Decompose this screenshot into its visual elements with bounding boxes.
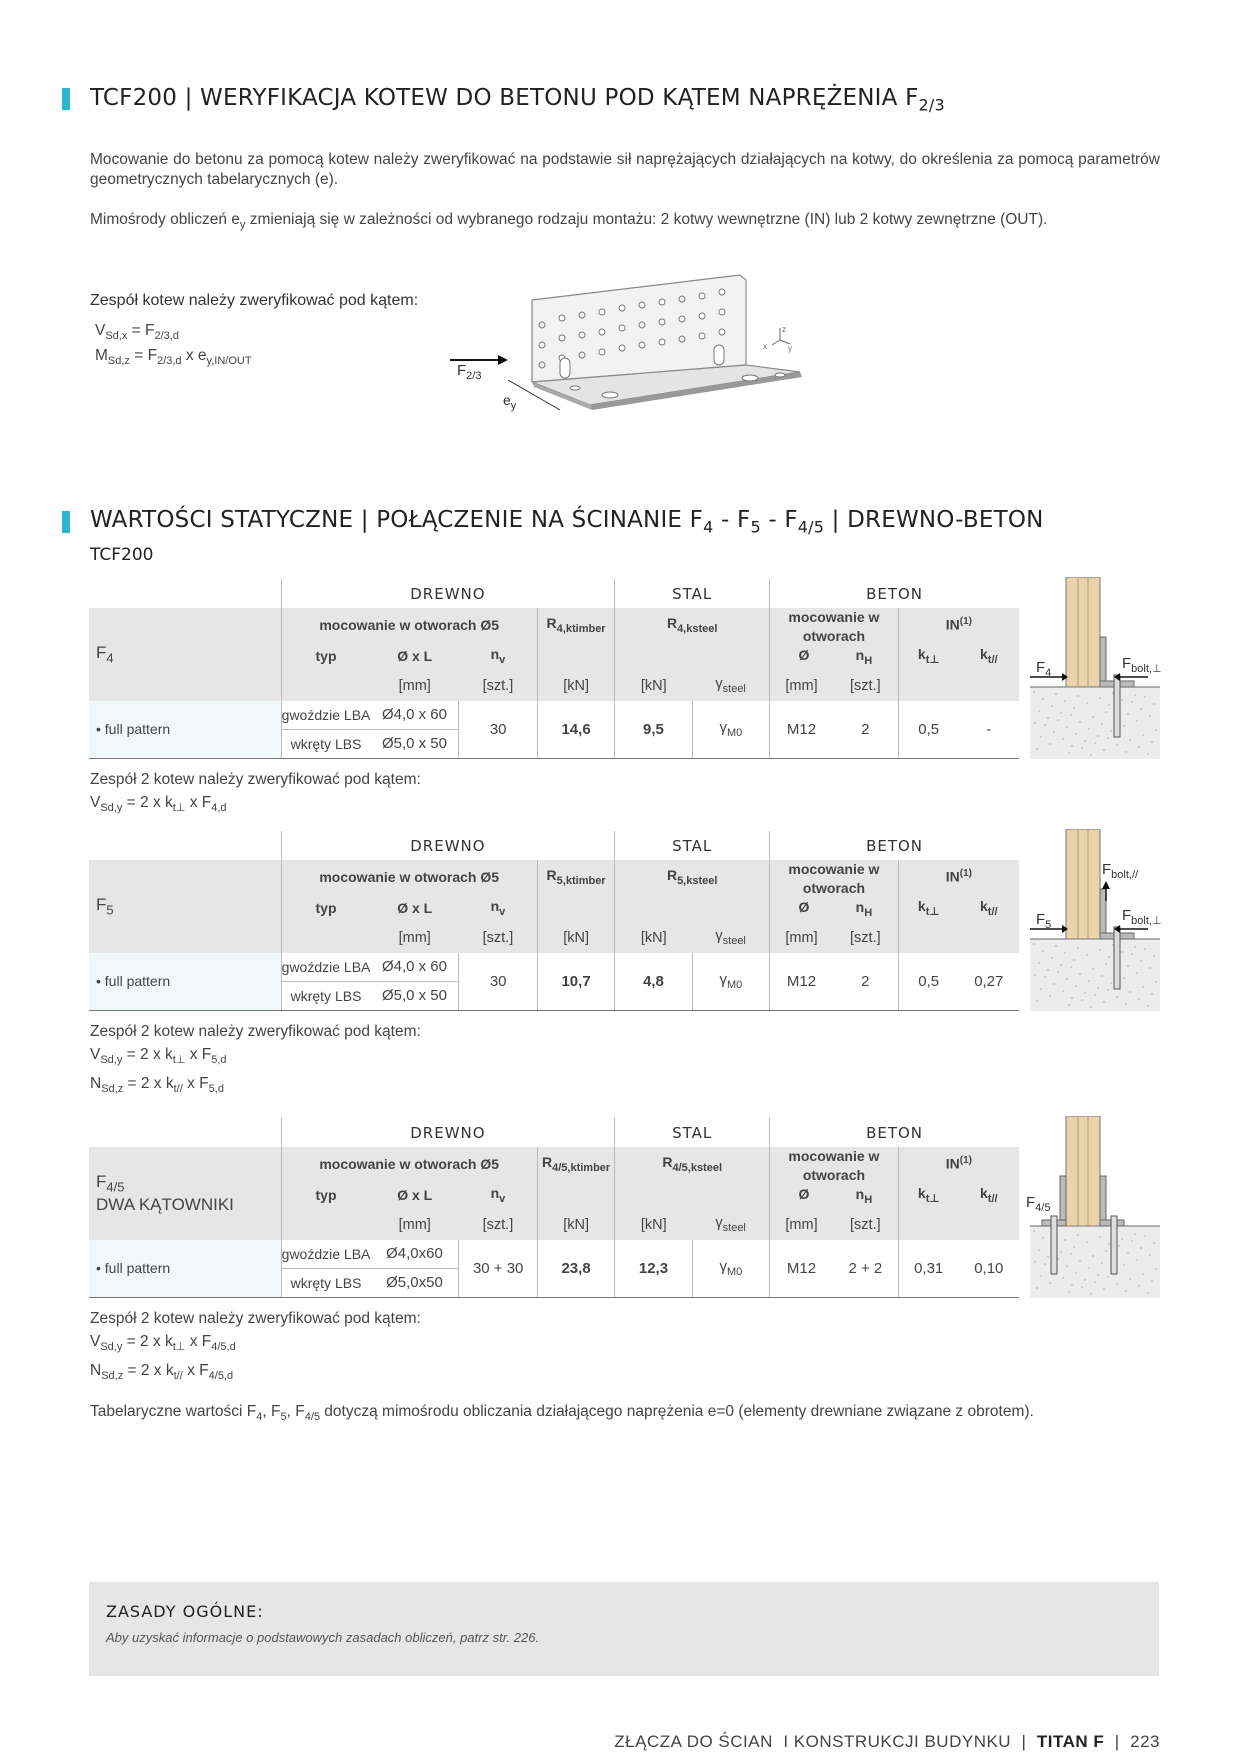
header-stal: STAL xyxy=(615,579,770,608)
header-beton: BETON xyxy=(770,579,1019,608)
value-kt-par: - xyxy=(959,701,1019,759)
footer-brand: TITAN F xyxy=(1036,1732,1105,1751)
unit-gamma-steel: $\gamma_{steel}$ xyxy=(692,923,769,953)
unit-kn: [kN] xyxy=(537,1210,614,1240)
unit-kn: [kN] xyxy=(615,671,692,701)
unit-kn: [kN] xyxy=(615,1210,692,1240)
table-force-label: $F_4$ xyxy=(89,608,281,701)
fastener-type-2: wkręty LBS xyxy=(281,1268,370,1297)
value-nh: 2 + 2 xyxy=(833,1240,898,1298)
header-nv: $n_v$ xyxy=(459,1180,537,1209)
page-number: 223 xyxy=(1130,1732,1160,1751)
unit-mm: [mm] xyxy=(371,671,459,701)
fastener-dim-2: Ø5,0 x 50 xyxy=(371,729,459,758)
unit-szt: [szt.] xyxy=(833,923,898,953)
page-footer: ZŁĄCZA DO ŚCIAN I KONSTRUKCJI BUDYNKU | TITAN F | 223 xyxy=(614,1732,1160,1751)
verify-label: Zespół kotew należy zweryfikować pod kątem: xyxy=(90,292,419,309)
unit-szt: [szt.] xyxy=(459,1210,537,1240)
value-kt-par: 0,10 xyxy=(959,1240,1019,1298)
unit-kn: [kN] xyxy=(537,671,614,701)
unit-szt: [szt.] xyxy=(833,1210,898,1240)
table-force-label: $F_{4/5}$ DWA KĄTOWNIKI xyxy=(89,1147,281,1240)
header-stal: STAL xyxy=(615,831,770,860)
figure-bolt-perp-label: $F_{bolt,\perp}$ xyxy=(1122,907,1162,927)
section-marker xyxy=(62,511,70,533)
value-nv: 30 xyxy=(459,701,537,759)
figure-bolt-perp-label: $F_{bolt,\perp}$ xyxy=(1122,655,1162,675)
fastener-type-2: wkręty LBS xyxy=(281,981,370,1010)
fastener-dim-2: Ø5,0x50 xyxy=(371,1268,459,1297)
value-r-steel: 4,8 xyxy=(615,953,692,1011)
row-label: • full pattern xyxy=(89,701,281,759)
header-typ: typ xyxy=(281,1180,370,1209)
section-marker xyxy=(62,88,70,110)
value-kt-perp: 0,31 xyxy=(898,1240,958,1298)
unit-mm: [mm] xyxy=(371,923,459,953)
unit-szt: [szt.] xyxy=(459,923,537,953)
figure-force-label: $F_{4/5}$ xyxy=(1026,1194,1051,1214)
figure-force-label: $F_5$ xyxy=(1036,911,1052,931)
value-anchor-diameter: M12 xyxy=(770,701,833,759)
bracket-force-label: $F_{2/3}$ xyxy=(457,362,482,382)
header-r-timber: $R_{4/5,ktimber}$ xyxy=(537,1147,614,1180)
value-anchor-diameter: M12 xyxy=(770,1240,833,1298)
fastener-dim-2: Ø5,0 x 50 xyxy=(371,981,459,1010)
verification-equation: $N_{Sd,z} = 2$ x $k_{t//}$ x $F_{4/5,d}$ xyxy=(90,1362,234,1383)
header-r-timber: $R_{5,ktimber}$ xyxy=(537,860,614,893)
value-anchor-diameter: M12 xyxy=(770,953,833,1011)
statics-table xyxy=(89,831,1019,1011)
header-mocowanie: mocowanie w otworach Ø5 xyxy=(281,860,537,893)
value-kt-perp: 0,5 xyxy=(898,701,958,759)
header-drewno: DREWNO xyxy=(281,1118,615,1147)
value-gamma: $\gamma_{M0}$ xyxy=(692,953,769,1011)
header-r-timber: $R_{4,ktimber}$ xyxy=(537,608,614,641)
fastener-type-2: wkręty LBS xyxy=(281,729,370,758)
header-oxl: Ø x L xyxy=(371,1180,459,1209)
header-drewno: DREWNO xyxy=(281,579,615,608)
header-beton: BETON xyxy=(770,831,1019,860)
header-kt-par: $k_{t//}$ xyxy=(959,893,1019,922)
verification-equation: $V_{Sd,y} = 2$ x $k_{t\perp}$ x $F_{4,d}$ xyxy=(90,794,227,815)
value-kt-perp: 0,5 xyxy=(898,953,958,1011)
fastener-type-1: gwoździe LBA xyxy=(281,701,370,730)
value-r-steel: 12,3 xyxy=(615,1240,692,1298)
header-kt-par: $k_{t//}$ xyxy=(959,641,1019,670)
table-verification-note: Zespół 2 kotew należy zweryfikować pod kątem: $V_{Sd,y} = 2$ x $k_{t\perp}$ x $F_{4,d}$ xyxy=(90,768,421,820)
general-rules-text: Aby uzyskać informacje o podstawowych zasadach obliczeń, patrz str. 226. xyxy=(106,1630,540,1645)
header-oxl: Ø x L xyxy=(371,641,459,670)
header-stal: STAL xyxy=(615,1118,770,1147)
table-force-label: $F_5$ xyxy=(89,860,281,953)
row-label: • full pattern xyxy=(89,953,281,1011)
bottom-note: Tabelaryczne wartości $F_4$, $F_5$, $F_{4/5}$ dotyczą mimośrodu obliczania działającego naprężenia e=0 (elementy drewniane związane z obrotem). xyxy=(90,1403,1034,1424)
header-oxl: Ø x L xyxy=(371,893,459,922)
value-nh: 2 xyxy=(833,701,898,759)
unit-mm: [mm] xyxy=(770,671,833,701)
fastener-dim-1: Ø4,0 x 60 xyxy=(381,958,447,976)
section1-title: TCF200 | WERYFIKACJA KOTEW DO BETONU POD KĄTEM NAPRĘŻENIA $F_{2/3}$ xyxy=(90,85,945,115)
header-r-steel: $R_{5,ksteel}$ xyxy=(615,860,770,893)
header-in: IN$^{(1)}$ xyxy=(898,608,1019,641)
unit-gamma-steel: $\gamma_{steel}$ xyxy=(692,671,769,701)
table-verification-note: Zespół 2 kotew należy zweryfikować pod kątem: $V_{Sd,y} = 2$ x $k_{t\perp}$ x $F_{4/5,d}$ $N_{Sd,z} = 2$ x $k_{t//}$ x $F_{4/5,d}$ xyxy=(90,1307,421,1388)
value-kt-par: 0,27 xyxy=(959,953,1019,1011)
statics-table xyxy=(89,1118,1019,1298)
value-nv: 30 xyxy=(459,953,537,1011)
header-in: IN$^{(1)}$ xyxy=(898,860,1019,893)
header-in: IN$^{(1)}$ xyxy=(898,1147,1019,1180)
header-kt-perp: $k_{t\perp}$ xyxy=(898,893,958,922)
header-mocowanie-w-otworach: mocowanie w otworach Ø $n_H$ xyxy=(770,860,899,923)
figure-force-label: $F_4$ xyxy=(1036,659,1052,679)
unit-mm: [mm] xyxy=(770,923,833,953)
section2-subtitle: TCF200 xyxy=(90,545,154,565)
axis-y-label: y xyxy=(788,344,792,353)
header-mocowanie-w-otworach: mocowanie w otworach Ø $n_H$ xyxy=(770,608,899,671)
header-kt-perp: $k_{t\perp}$ xyxy=(898,641,958,670)
verification-equation: $V_{Sd,y} = 2$ x $k_{t\perp}$ x $F_{4/5,d}$ xyxy=(90,1333,236,1354)
bracket-eccentricity-label: $e_y$ xyxy=(503,392,517,412)
header-nv: $n_v$ xyxy=(459,893,537,922)
value-r-timber: 23,8 xyxy=(537,1240,614,1298)
section1-paragraph-1: Mocowanie do betonu za pomocą kotew należy zweryfikować na podstawie sił naprężających działających na kotwy, do określenia za pomocą parametrów geometrycznych tabelarycznych (e). xyxy=(90,151,1160,188)
value-r-steel: 9,5 xyxy=(615,701,692,759)
value-nv: 30 + 30 xyxy=(459,1240,537,1298)
unit-gamma-steel: $\gamma_{steel}$ xyxy=(692,1210,769,1240)
header-nv: $n_v$ xyxy=(459,641,537,670)
row-label: • full pattern xyxy=(89,1240,281,1298)
general-rules-box xyxy=(89,1582,1159,1676)
header-kt-perp: $k_{t\perp}$ xyxy=(898,1180,958,1209)
header-typ: typ xyxy=(281,641,370,670)
unit-szt: [szt.] xyxy=(833,671,898,701)
equation-msdz: $M_{Sd,z} = F_{2/3,d}$ x $e_{y,IN/OUT}$ xyxy=(95,347,252,368)
fastener-type-1: gwoździe LBA xyxy=(281,953,370,982)
unit-mm: [mm] xyxy=(371,1210,459,1240)
axis-z-label: z xyxy=(782,325,786,334)
general-rules-title: ZASADY OGÓLNE: xyxy=(106,1602,264,1621)
table-verification-note: Zespół 2 kotew należy zweryfikować pod kątem: $V_{Sd,y} = 2$ x $k_{t\perp}$ x $F_{5,d}$ $N_{Sd,z} = 2$ x $k_{t//}$ x $F_{5,d}$ xyxy=(90,1020,421,1101)
header-mocowanie: mocowanie w otworach Ø5 xyxy=(281,608,537,641)
unit-mm: [mm] xyxy=(770,1210,833,1240)
header-drewno: DREWNO xyxy=(281,831,615,860)
value-gamma: $\gamma_{M0}$ xyxy=(692,701,769,759)
header-mocowanie: mocowanie w otworach Ø5 xyxy=(281,1147,537,1180)
section2-title: WARTOŚCI STATYCZNE | POŁĄCZENIE NA ŚCINANIE $F_4 - F_5 - F_{4/5}$ | DREWNO-BETON xyxy=(90,507,1044,537)
figure-bolt-par-label: $F_{bolt,//}$ xyxy=(1102,861,1139,881)
equation-vsdx: $V_{Sd,x} = F_{2/3,d}$ xyxy=(95,322,179,343)
value-gamma: $\gamma_{M0}$ xyxy=(692,1240,769,1298)
header-r-steel: $R_{4/5,ksteel}$ xyxy=(615,1147,770,1180)
statics-table xyxy=(89,579,1019,759)
unit-szt: [szt.] xyxy=(459,671,537,701)
header-mocowanie-w-otworach: mocowanie w otworach Ø $n_H$ xyxy=(770,1147,899,1210)
fastener-type-1: gwoździe LBA xyxy=(281,1240,370,1269)
fastener-dim-1: Ø4,0x60 xyxy=(386,1245,443,1263)
header-beton: BETON xyxy=(770,1118,1019,1147)
header-kt-par: $k_{t//}$ xyxy=(959,1180,1019,1209)
unit-kn: [kN] xyxy=(537,923,614,953)
header-r-steel: $R_{4,ksteel}$ xyxy=(615,608,770,641)
value-nh: 2 xyxy=(833,953,898,1011)
verification-equation: $N_{Sd,z} = 2$ x $k_{t//}$ x $F_{5,d}$ xyxy=(90,1075,224,1096)
fastener-dim-1: Ø4,0 x 60 xyxy=(381,706,447,724)
header-typ: typ xyxy=(281,893,370,922)
value-r-timber: 10,7 xyxy=(537,953,614,1011)
section1-paragraph-2: Mimośrody obliczeń $e_y$ zmieniają się w zależności od wybranego rodzaju montażu: 2 kotwy wewnętrzne (IN) lub 2 kotwy zewnętrzne (OUT). xyxy=(90,211,1048,232)
unit-kn: [kN] xyxy=(615,923,692,953)
axis-x-label: x xyxy=(763,342,767,351)
verification-equation: $V_{Sd,y} = 2$ x $k_{t\perp}$ x $F_{5,d}$ xyxy=(90,1046,227,1067)
value-r-timber: 14,6 xyxy=(537,701,614,759)
